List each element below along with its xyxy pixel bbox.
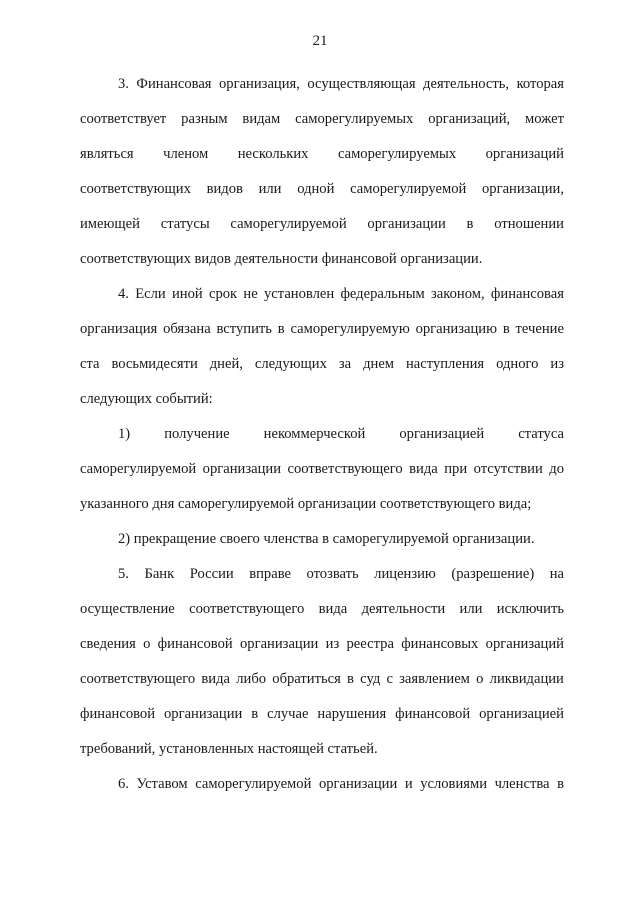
word: организацию bbox=[415, 321, 498, 337]
text-line bbox=[80, 633, 564, 655]
word: членства bbox=[494, 776, 550, 792]
word: соответствующего bbox=[189, 601, 305, 617]
word: наступления bbox=[406, 356, 485, 372]
text-line bbox=[80, 108, 564, 130]
text-line: 2) прекращение своего членства в саморегулируемой организации. bbox=[118, 531, 535, 547]
word: финансовых bbox=[401, 636, 479, 652]
word: членом bbox=[163, 146, 209, 162]
word: 3. bbox=[118, 76, 129, 92]
word: организации bbox=[318, 776, 398, 792]
word: о bbox=[476, 671, 484, 687]
word: вида bbox=[201, 671, 231, 687]
word: условиями bbox=[420, 776, 488, 792]
word: организации bbox=[163, 706, 243, 722]
word: 4. bbox=[118, 286, 129, 302]
word: вправе bbox=[249, 566, 291, 582]
word: в bbox=[277, 321, 285, 337]
word: случае bbox=[267, 706, 309, 722]
text-line bbox=[80, 353, 564, 375]
word: 5. bbox=[118, 566, 129, 582]
word: реестра bbox=[346, 636, 394, 652]
word: может bbox=[525, 111, 564, 127]
word: сведения bbox=[80, 636, 136, 652]
text-line bbox=[80, 318, 564, 340]
word: организации bbox=[367, 216, 446, 232]
word: Уставом bbox=[136, 776, 188, 792]
word: организации bbox=[202, 461, 282, 477]
word: одной bbox=[297, 181, 335, 197]
word: соответствует bbox=[80, 111, 167, 127]
text-line bbox=[80, 703, 564, 725]
word: вида bbox=[318, 601, 348, 617]
word: установлен bbox=[263, 286, 335, 302]
word: Если bbox=[135, 286, 166, 302]
word: отозвать bbox=[306, 566, 359, 582]
word: федеральным bbox=[340, 286, 425, 302]
word: за bbox=[338, 356, 352, 372]
word: саморегулируемых bbox=[295, 111, 414, 127]
word: отсутствии bbox=[473, 461, 543, 477]
word: некоммерческой bbox=[263, 426, 366, 442]
word: саморегулируемой bbox=[230, 216, 347, 232]
word: в bbox=[466, 216, 474, 232]
word: соответствующего bbox=[80, 671, 196, 687]
word: срок bbox=[208, 286, 238, 302]
text-line bbox=[118, 73, 564, 95]
word: в bbox=[347, 671, 354, 687]
word: соответствующего bbox=[287, 461, 403, 477]
word: 6. bbox=[118, 776, 129, 792]
word: статусы bbox=[160, 216, 210, 232]
word: Банк bbox=[144, 566, 175, 582]
word: при bbox=[444, 461, 468, 477]
text-line: требований, установленных настоящей статьей. bbox=[80, 741, 378, 757]
text-line bbox=[80, 668, 564, 690]
word: получение bbox=[164, 426, 230, 442]
text-line bbox=[118, 283, 564, 305]
word: организаций bbox=[485, 636, 564, 652]
word: саморегулируемой bbox=[80, 461, 197, 477]
text-line: следующих событий: bbox=[80, 391, 213, 407]
word: из bbox=[325, 636, 340, 652]
word: саморегулируемой bbox=[195, 776, 312, 792]
word: дней, bbox=[209, 356, 243, 372]
word: саморегулируемой bbox=[350, 181, 467, 197]
word: днем bbox=[363, 356, 395, 372]
word: ликвидации bbox=[489, 671, 564, 687]
text-line bbox=[80, 213, 564, 235]
word: видам bbox=[242, 111, 281, 127]
word: или bbox=[459, 601, 483, 617]
word: законом, bbox=[431, 286, 485, 302]
word: лицензию bbox=[374, 566, 436, 582]
word: заявлением bbox=[399, 671, 470, 687]
word: саморегулируемых bbox=[337, 146, 457, 162]
word: деятельность, bbox=[423, 76, 510, 92]
word: ста bbox=[80, 356, 100, 372]
word: организаций bbox=[485, 146, 564, 162]
text-line bbox=[118, 423, 564, 445]
word: соответствующих bbox=[80, 181, 191, 197]
word: либо bbox=[236, 671, 267, 687]
word: (разрешение) bbox=[451, 566, 535, 582]
word: отношении bbox=[494, 216, 564, 232]
word: нарушения bbox=[317, 706, 387, 722]
word: финансовой bbox=[80, 706, 156, 722]
word: организации bbox=[240, 636, 319, 652]
word: финансовая bbox=[490, 286, 564, 302]
word: или bbox=[258, 181, 282, 197]
word: в bbox=[557, 776, 564, 792]
word: организация bbox=[80, 321, 158, 337]
word: осуществление bbox=[80, 601, 175, 617]
word: до bbox=[549, 461, 564, 477]
text-line bbox=[118, 773, 564, 795]
word: статуса bbox=[518, 426, 564, 442]
text-line: соответствующих видов деятельности финансовой организации. bbox=[80, 251, 483, 267]
word: в bbox=[502, 321, 510, 337]
word: вида bbox=[409, 461, 438, 477]
word: видов bbox=[206, 181, 243, 197]
word: на bbox=[549, 566, 564, 582]
word: течение bbox=[515, 321, 564, 337]
word: Финансовая bbox=[136, 76, 212, 92]
word: не bbox=[243, 286, 258, 302]
word: и bbox=[404, 776, 413, 792]
word: 1) bbox=[118, 426, 131, 442]
word: деятельности bbox=[361, 601, 446, 617]
word: которая bbox=[516, 76, 564, 92]
word: из bbox=[550, 356, 564, 372]
word: организацией bbox=[399, 426, 485, 442]
text-line: указанного дня саморегулируемой организации соответствующего вида; bbox=[80, 496, 532, 512]
word: о bbox=[143, 636, 151, 652]
word: имеющей bbox=[80, 216, 140, 232]
word: с bbox=[386, 671, 393, 687]
word: организацией bbox=[479, 706, 564, 722]
text-line bbox=[80, 178, 564, 200]
text-line bbox=[80, 143, 564, 165]
page-number: 21 bbox=[312, 33, 328, 49]
text-line bbox=[80, 598, 564, 620]
word: обратиться bbox=[272, 671, 341, 687]
word: в bbox=[251, 706, 259, 722]
word: являться bbox=[80, 146, 134, 162]
word: исключить bbox=[496, 601, 564, 617]
word: осуществляющая bbox=[307, 76, 416, 92]
word: организаций, bbox=[428, 111, 511, 127]
word: разным bbox=[181, 111, 228, 127]
word: России bbox=[189, 566, 234, 582]
text-line bbox=[118, 563, 564, 585]
text-line bbox=[80, 458, 564, 480]
word: организация, bbox=[219, 76, 300, 92]
word: саморегулируемую bbox=[290, 321, 410, 337]
word: финансовой bbox=[157, 636, 233, 652]
word: организации, bbox=[481, 181, 564, 197]
word: иной bbox=[171, 286, 203, 302]
word: восьмидесяти bbox=[111, 356, 198, 372]
word: вступить bbox=[216, 321, 272, 337]
word: суд bbox=[360, 671, 381, 687]
word: финансовой bbox=[395, 706, 471, 722]
word: следующих bbox=[254, 356, 327, 372]
word: нескольких bbox=[237, 146, 309, 162]
word: обязана bbox=[163, 321, 211, 337]
word: одного bbox=[496, 356, 539, 372]
